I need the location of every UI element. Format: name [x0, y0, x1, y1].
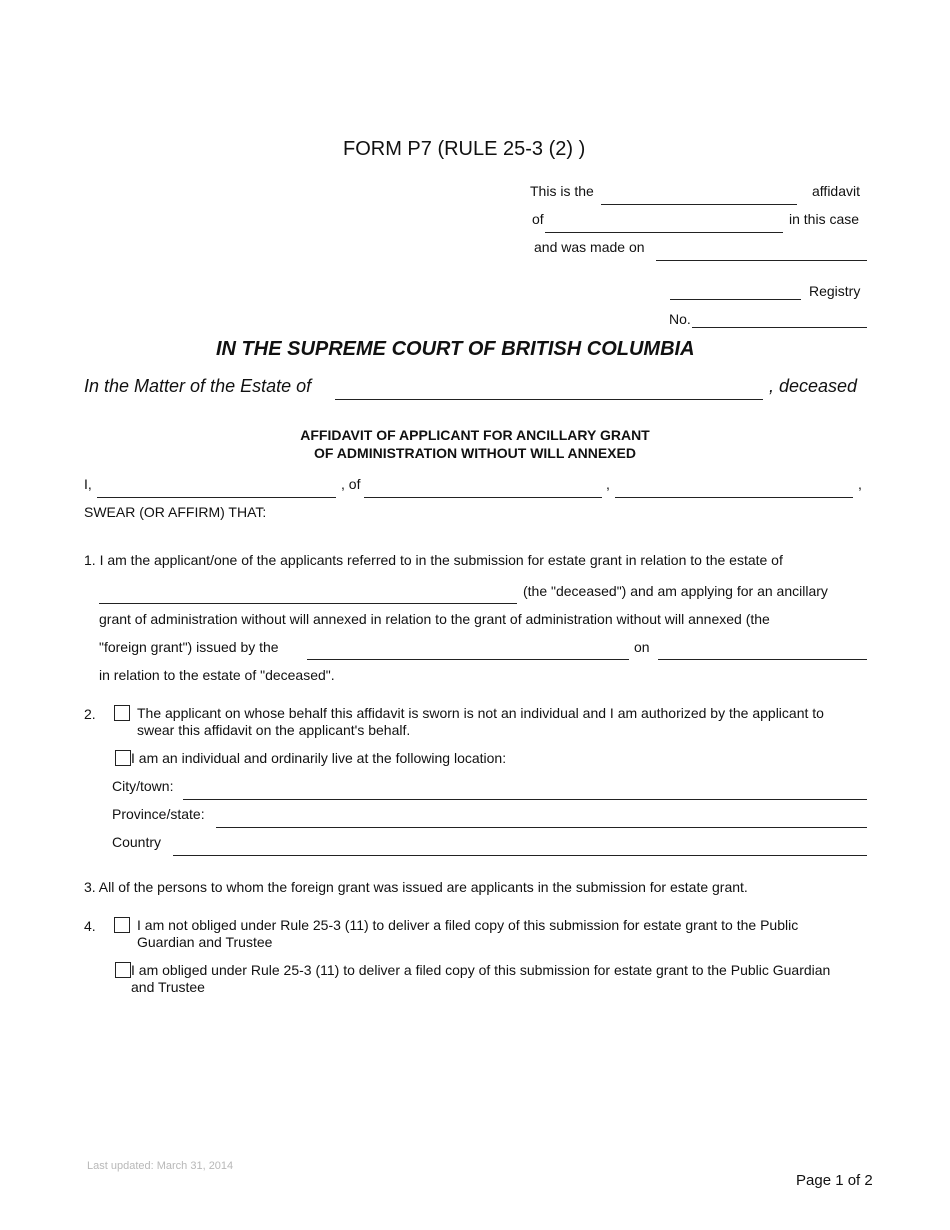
court-name: IN THE SUPREME COURT OF BRITISH COLUMBIA [216, 338, 695, 360]
para1-deceased-text: (the "deceased") and am applying for an ancillary [523, 583, 828, 599]
para2-option1-text: The applicant on whose behalf this affidavit is sworn is not an individual and I am authorized by the applicant to swear this affidavit on the applicant's behalf. [137, 705, 824, 738]
deponent-name-field[interactable] [545, 232, 783, 233]
para4-number: 4. [84, 918, 96, 934]
matter-suffix: , deceased [769, 376, 858, 396]
of-label-intro: , of [341, 476, 361, 492]
no-label: No. [669, 311, 691, 327]
estate-name-field[interactable] [335, 399, 763, 400]
in-this-case-label: in this case [789, 211, 860, 227]
foreign-grant-date-field[interactable] [658, 659, 867, 660]
applicant-occupation-field[interactable] [615, 497, 853, 498]
country-label: Country [112, 834, 162, 850]
para2-number: 2. [84, 706, 96, 722]
para2-option2-text: I am an individual and ordinarily live at the following location: [131, 750, 507, 766]
matter-prefix: In the Matter of the Estate of [84, 376, 312, 396]
made-on-label: and was made on [534, 239, 645, 255]
registry-field[interactable] [670, 299, 801, 300]
of-label: of [532, 211, 544, 227]
city-label: City/town: [112, 778, 174, 794]
para1-line3: grant of administration without will annexed in relation to the grant of administration without will annexed (the [99, 611, 770, 627]
registry-label: Registry [809, 283, 861, 299]
para4-not-obliged-checkbox[interactable] [114, 917, 130, 933]
city-field[interactable] [183, 799, 867, 800]
deceased-name-field[interactable] [99, 603, 517, 604]
issuing-court-field[interactable] [307, 659, 629, 660]
made-on-date-field[interactable] [656, 260, 867, 261]
country-field[interactable] [173, 855, 867, 856]
this-is-the-label: This is the [530, 183, 594, 199]
form-title: FORM P7 (RULE 25-3 (2) ) [343, 138, 586, 160]
last-updated: Last updated: March 31, 2014 [87, 1160, 234, 1172]
affidavit-label: affidavit [812, 183, 860, 199]
para2-individual-checkbox[interactable] [115, 750, 131, 766]
para4-option1-text: I am not obliged under Rule 25-3 (11) to deliver a filed copy of this submission for estate grant to the Public Guardian and Trustee [137, 917, 799, 950]
para4-option2-text: I am obliged under Rule 25-3 (11) to deliver a filed copy of this submission for estate grant to the Public Guardian and Trustee [131, 962, 831, 995]
para3-text: 3. All of the persons to whom the foreign grant was issued are applicants in the submission for estate grant. [84, 879, 748, 895]
comma-2: , [858, 476, 862, 492]
para4-obliged-checkbox[interactable] [115, 962, 131, 978]
province-label: Province/state: [112, 806, 205, 822]
para1-line5: in relation to the estate of "deceased". [99, 667, 335, 683]
applicant-name-field[interactable] [97, 497, 336, 498]
para1-line1: 1. I am the applicant/one of the applicants referred to in the submission for estate grant in relation to the estate of [84, 552, 783, 568]
page-number: Page 1 of 2 [796, 1172, 873, 1189]
para2-not-individual-checkbox[interactable] [114, 705, 130, 721]
applicant-address-field[interactable] [364, 497, 602, 498]
court-file-number-field[interactable] [692, 327, 867, 328]
affidavit-number-field[interactable] [601, 204, 797, 205]
province-field[interactable] [216, 827, 867, 828]
swear-label: SWEAR (OR AFFIRM) THAT: [84, 504, 267, 520]
affidavit-title-line2: OF ADMINISTRATION WITHOUT WILL ANNEXED [314, 445, 636, 461]
para1-foreign-grant-text: "foreign grant") issued by the [99, 639, 279, 655]
affidavit-title-line1: AFFIDAVIT OF APPLICANT FOR ANCILLARY GRANT [300, 427, 650, 443]
comma-1: , [606, 476, 610, 492]
i-label: I, [84, 476, 92, 492]
para1-on-label: on [634, 639, 650, 655]
